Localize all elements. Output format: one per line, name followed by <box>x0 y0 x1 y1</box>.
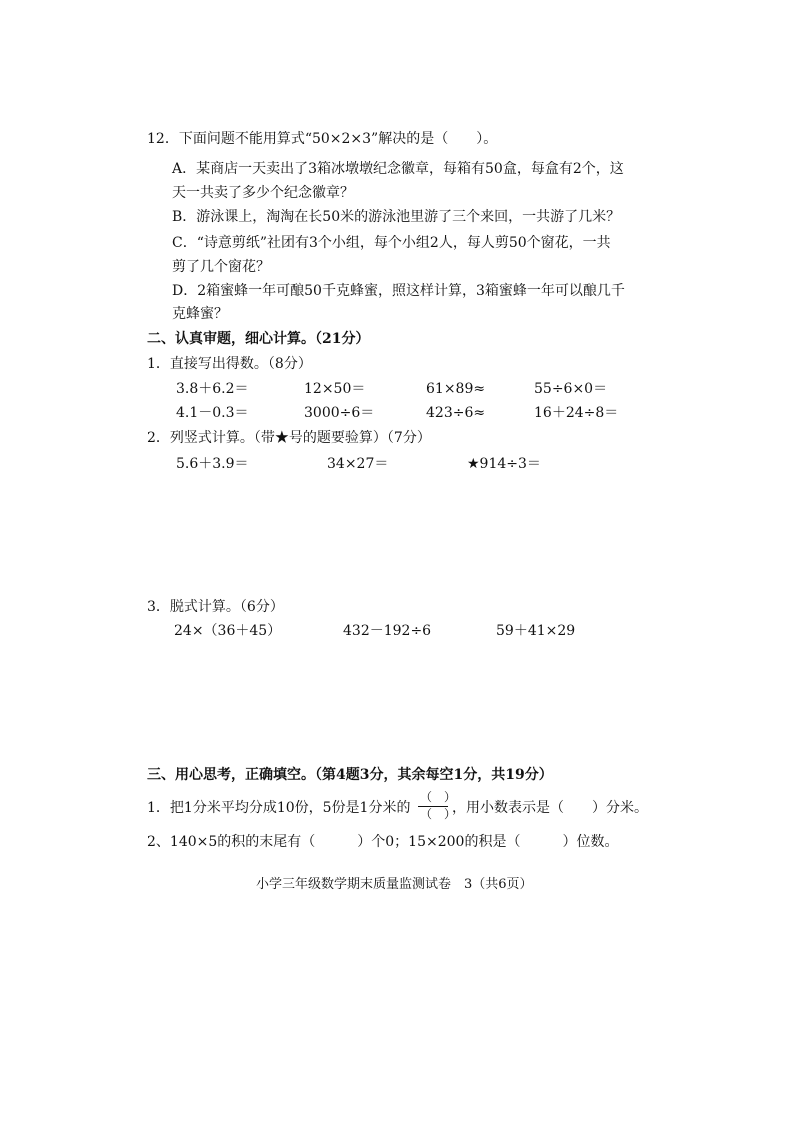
fraction-denominator: （ ） <box>420 807 457 821</box>
calc-item: 16＋24÷8＝ <box>534 405 619 421</box>
q12-option-c-line1: C．“诗意剪纸”社团有3个小组，每个小组2人，每人剪50个窗花，一共 <box>172 235 611 251</box>
calc-item: 12×50＝ <box>304 381 366 397</box>
section3-q1-part1: 1．把1分米平均分成10份，5份是1分米的 <box>147 800 411 816</box>
calc-item: 55÷6×0＝ <box>534 381 608 397</box>
calc-item: 61×89≈ <box>426 381 486 397</box>
q12-option-d-line1: D．2箱蜜蜂一年可酿50千克蜂蜜，照这样计算，3箱蜜蜂一年可以酿几千 <box>172 283 625 299</box>
section3-q1-part2: ，用小数表示是（ ）分米。 <box>452 800 648 816</box>
q12-option-a-line2: 天一共卖了多少个纪念徽章？ <box>172 185 354 201</box>
calc-item: 423÷6≈ <box>426 405 486 421</box>
q12-option-a-line1: A．某商店一天卖出了3箱冰墩墩纪念徽章，每箱有50盒，每盒有2个，这 <box>172 161 624 177</box>
vertical-calc-item: ★914÷3＝ <box>467 456 541 472</box>
section2-title: 二、认真审题，细心计算。（21分） <box>147 331 370 347</box>
section3-q2: 2、140×5的积的末尾有（ ）个0；15×200的积是（ ）位数。 <box>147 834 619 850</box>
stepwise-calc-item: 432－192÷6 <box>343 623 432 639</box>
q12-option-b: B．游泳课上，淘淘在长50米的游泳池里游了三个来回，一共游了几米？ <box>172 209 621 225</box>
section3-title: 三、用心思考，正确填空。（第4题3分，其余每空1分，共19分） <box>147 767 553 783</box>
stepwise-calc-item: 24×（36＋45） <box>174 623 282 639</box>
fraction-numerator: （ ） <box>420 790 457 804</box>
page-footer: 小学三年级数学期末质量监测试卷 3（共6页） <box>256 877 533 892</box>
vertical-calc-item: 5.6＋3.9＝ <box>176 456 249 472</box>
q12-stem: 12．下面问题不能用算式“50×2×3”解决的是（ ）。 <box>147 131 498 147</box>
fraction-blank <box>416 790 457 823</box>
q12-option-d-line2: 克蜂蜜？ <box>172 306 228 322</box>
calc-item: 3000÷6＝ <box>304 405 375 421</box>
section2-q1-label: 1．直接写出得数。（8分） <box>147 356 312 372</box>
vertical-calc-item: 34×27＝ <box>327 456 389 472</box>
calc-item: 3.8＋6.2＝ <box>176 381 249 397</box>
section2-q3-label: 3．脱式计算。（6分） <box>147 599 284 615</box>
calc-item: 4.1－0.3＝ <box>176 405 249 421</box>
stepwise-calc-item: 59＋41×29 <box>496 623 576 639</box>
section2-q2-label: 2．列竖式计算。（带★号的题要验算）（7分） <box>147 430 431 446</box>
q12-option-c-line2: 剪了几个窗花？ <box>172 259 270 275</box>
